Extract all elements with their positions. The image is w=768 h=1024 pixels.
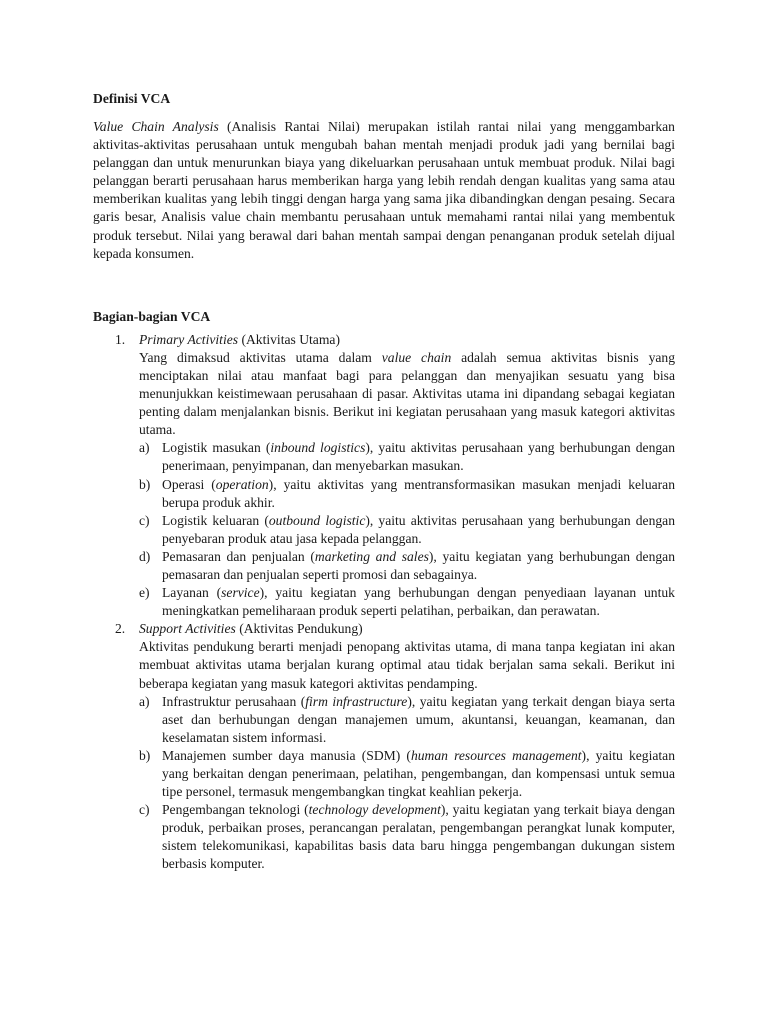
item-title [139,331,675,349]
sub-text-italic: firm infrastructure [305,693,408,709]
sub-text-italic: marketing and sales [314,548,429,564]
item-description [139,349,675,439]
sub-item-marketing-sales [139,548,675,584]
term-value-chain-analysis: Value Chain Analysis [93,119,219,134]
sub-marker: d) [139,548,151,564]
sub-item-human-resources [139,747,675,801]
section-heading-definisi: Definisi VCA [93,91,171,106]
sub-item-technology-development [139,801,675,873]
sub-text-pre: Manajemen sumber daya manusia (SDM) ( [162,747,411,763]
sub-text-post: ), yaitu aktivitas perusahaan yang berhubungan dengan penyebaran produk atau jasa kepada pelanggan. [162,512,676,546]
desc-pre: Yang dimaksud aktivitas utama dalam [139,349,382,365]
definition-paragraph [93,118,675,263]
item-title-rest: (Aktivitas Pendukung) [235,621,363,637]
sub-marker: c) [139,512,150,528]
sub-text-post: ), yaitu kegiatan yang terkait dengan biaya serta aset dan berhubungan dengan manajemen umum, akuntansi, keuangan, keamanan, dan keselamatan sistem informasi. [162,693,675,745]
sub-text-pre: Logistik keluaran ( [162,512,269,528]
sub-text-post: ), yaitu kegiatan yang berhubungan dengan penyediaan layanan untuk meningkatkan pemeliharaan produk seperti pelatihan, perbaikan, dan perawatan. [162,585,675,619]
sub-item-operation [139,476,675,512]
section-spacer [93,263,675,308]
desc-italic: value chain [381,349,452,365]
sub-text-pre: Infrastruktur perusahaan ( [162,693,306,709]
item-title-rest: (Aktivitas Utama) [238,331,340,347]
sub-item-inbound-logistics [139,439,675,475]
sub-text-italic: outbound logistic [268,512,366,528]
sub-text-pre: Logistik masukan ( [162,440,271,456]
item-title-italic: Primary Activities [139,331,239,347]
sub-text-italic: technology development [308,802,441,818]
sub-text-post: ), yaitu kegiatan yang berkaitan dengan penerimaan, pelatihan, pengembangan, dan kompensasi untuk semua tipe personel, termasuk mengembangkan tingkat keahlian pekerja. [162,747,675,800]
list-item-primary-activities [93,331,675,621]
numbered-list [93,331,675,874]
sub-marker: a) [139,693,150,709]
desc-post: adalah semua aktivitas bisnis yang menciptakan nilai atau manfaat bagi para pelanggan dan menyajikan sesuatu yang bisa menunjukkan keistimewaan perusahaan di pasar. Aktivitas utama ini dipandang sebagai kegiatan penting dalam menjalankan bisnis. Berikut ini kegiatan perusahaan yang masuk kategori aktivitas utama. [139,349,675,438]
desc-pre: Aktivitas pendukung berarti menjadi penopang aktivitas utama, di mana tanpa kegiatan ini akan membuat aktivitas utama berjalan kurang optimal atau tidak berjalan sama sekali. Berikut ini beberapa kegiatan yang masuk kategori aktivitas pendamping. [139,639,675,691]
sub-item-outbound-logistic [139,512,675,548]
sub-marker: b) [139,747,151,763]
section-heading-bagian: Bagian-bagian VCA [93,308,211,324]
sub-text-pre: Operasi ( [162,476,216,492]
sub-text-post: ), yaitu aktivitas yang mentransformasikan masukan menjadi keluaran berupa produk akhir. [162,476,676,510]
list-marker: 2. [115,621,126,637]
sub-text-pre: Pengembangan teknologi ( [162,802,309,818]
item-title [139,620,675,638]
sub-text-italic: operation [215,476,269,492]
document-page [93,90,675,874]
item-title-italic: Support Activities [139,621,236,637]
item-description [139,638,675,692]
sub-text-post: ), yaitu kegiatan yang terkait biaya dengan produk, perbaikan proses, perancangan peralatan, pengembangan perangkat lunak komputer, sistem telekomunikasi, kapabilitas basis data baru hingga pengembangan dukungan sistem berbasis komputer. [162,802,675,872]
sub-text-post: ), yaitu aktivitas perusahaan yang berhubungan dengan penerimaan, penyimpanan, dan menyebarkan masukan. [162,440,675,474]
sub-marker: c) [139,802,150,818]
sub-item-firm-infrastructure [139,693,675,747]
sub-marker: a) [139,440,150,456]
sub-text-pre: Pemasaran dan penjualan ( [162,548,315,564]
list-item-support-activities [93,620,675,873]
sub-marker: e) [139,585,150,601]
sub-item-service [139,584,675,620]
definition-text: (Analisis Rantai Nilai) merupakan istilah rantai nilai yang menggambarkan aktivitas-aktivitas perusahaan untuk mengubah bahan mentah menjadi produk jadi yang bernilai bagi pelanggan dan untuk menurunkan biaya yang dikeluarkan perusahaan untuk membuat produk. Nilai bagi pelanggan berarti perusahaan harus memberikan harga yang lebih rendah dengan kualitas yang sama atau memberikan kualitas yang lebih tinggi dengan harga yang sama jika dibandingkan dengan pesaing. Secara garis besar, Analisis value chain membantu perusahaan untuk memahami rantai nilai yang membentuk produk tersebut. Nilai yang berawal dari bahan mentah sampai dengan penanganan produk setelah dijual kepada konsumen. [93,119,675,261]
sub-marker: b) [139,476,151,492]
sub-text-italic: human resources management [410,747,582,763]
sub-text-pre: Layanan ( [162,585,222,601]
sub-text-italic: service [221,585,260,601]
sub-text-post: ), yaitu kegiatan yang berhubungan dengan pemasaran dan penjualan seperti promosi dan sebagainya. [162,548,676,582]
sub-text-italic: inbound logistics [270,440,366,456]
list-marker: 1. [115,331,126,347]
